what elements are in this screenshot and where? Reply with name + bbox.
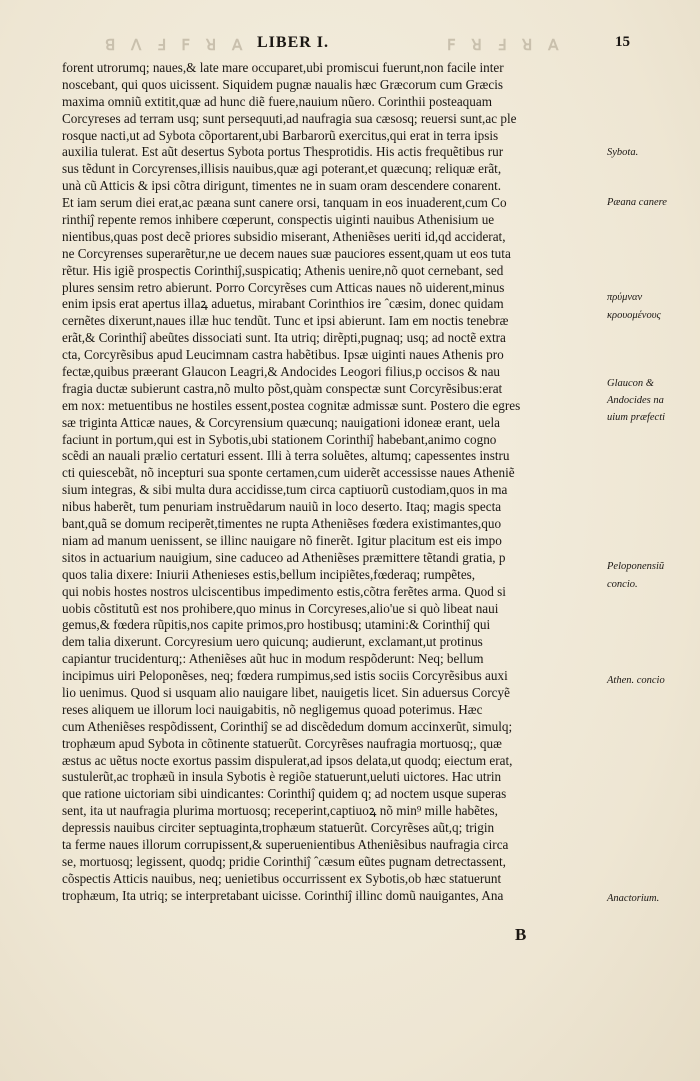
bleed-through-text: ꓝ ꓤ ꓞ ꓤ ꓮ [447, 38, 565, 54]
text-line: scẽdi an nauali prælio certaturi essent. Illi à terra soluẽtes, altumq; capessentes instru [62, 448, 510, 464]
text-line: quos talia dixere: Iniurii Athenieses estis,bellum incipiẽtes,fœderaq; rumpẽtes, [62, 566, 476, 582]
margin-note: uium præfecti [607, 411, 666, 423]
text-line: sitos in actuarium nauigium, sine caduceo ad Atheniẽses præmittere tẽtandi gratia, p [62, 549, 506, 565]
margin-note: concio. [607, 579, 638, 591]
text-line: cõspectis Atticis nauibus, neq; uenietibus occurrissent ex Sybotis,ob hæc statuerunt [62, 870, 502, 886]
text-line: em nox: metuentibus ne hostiles essent,postea cognitæ admissæ sunt. Postero die egres [62, 397, 521, 413]
text-line: dem talia dixerunt. Corcyresium uero quicunq; audierunt, exclamant,ut protinus [62, 634, 483, 650]
text-line: noscebant, qui quos uicissent. Siquidem pugnæ naualis hæc Græcorum cum Græcis [62, 76, 503, 92]
main-text-block [62, 60, 602, 905]
text-line: qui nobis hostes nostros ulciscentibus impedimento estis,cõtra ferẽtes arma. Quod si [62, 583, 506, 599]
text-line: rinthiĵ repente remos inhibere cœperunt, conspectis uiginti nauibus Athenisium ue [62, 212, 495, 228]
text-line: que ratione uictoriam sibi uindicantes: Corinthiĵ quidem q; ad noctem usque superas [62, 786, 507, 802]
text-line: maxima omniũ extitit,quæ ad hunc diẽ fuere,nauium nũero. Corinthii posteaquam [62, 93, 492, 109]
text-line: unà cũ Atticis & ipsi cõtra dirigunt, timentes ne in suam oram descendere conarent. [62, 178, 502, 194]
text-line: æstus ac uẽtus nocte exortus passim dispulerat,ad ipsos delata,ut quodq; eiectum erat, [62, 752, 513, 768]
text-line: ta ferme naues illorum corrupissent,& superuenientibus Atheniẽsibus naufragia circa [62, 836, 509, 852]
margin-note: Anactorium. [607, 893, 660, 905]
margin-note: Sybota. [607, 146, 639, 158]
text-line: fragia ductæ subierunt castra,nõ multo põst,quàm conspectæ sunt Corcyrẽsibus:erat [62, 380, 503, 396]
text-line: incipimus uiri Peloponẽses, neq; fœdera rumpimus,sed istis sociis Corcyrẽsibus auxi [62, 668, 508, 684]
text-line: cum Atheniẽses respõdissent, Corinthiĵ se ad discẽdedum domum accinxerũt, simulq; [62, 718, 513, 734]
text-line: sus tẽdunt in Corcyrenses,illisis nauibus,quæ agi poterant,et quæcunq; reliquæ erãt, [62, 161, 502, 177]
text-line: uobis cõstitutũ est nos prohibere,quo minus in Corcyreses,alio'ue si quò libeat naui [62, 600, 499, 616]
text-line: rosque nacti,ut ad Sybota cõportarent,ubi Barbarorũ exercitus,qui erat in terra ipsis [62, 127, 499, 143]
margin-note: πρύμναν [607, 291, 643, 303]
text-line: sent, ita ut naufragia plurima mortuosq; receperint,captiuoꝝ nõ min⁹ mille habẽtes, [62, 803, 498, 819]
text-line: forent utrorumq; naues,& late mare occuparet,ubi promiscui fuerunt,non facile inter [62, 60, 504, 75]
text-line: trophæum, Ita utriq; se interpretabant uicisse. Corinthiĵ illinc domũ nauigantes, Ana [62, 887, 504, 903]
margin-note: Athen. concio [607, 675, 665, 687]
text-line: gemus,& fœdera rũpitis,nos capite primos,pro hostibusq; utamini:& Corinthiĵ qui [62, 617, 491, 633]
text-line: cta, Corcyrẽsibus apud Leucimnam castra habẽtibus. Ipsæ uiginti naues Athenis pro [62, 347, 504, 363]
page-header [95, 34, 635, 56]
text-line: fectæ,quibus præerant Glaucon Leagri,& Andocides Leogori filius,p occisos & nau [62, 364, 501, 380]
text-line: auxilia tulerat. Est aũt desertus Sybota portus Thesprotidis. His actis frequẽtibus rur [62, 144, 504, 160]
bleed-through-text: ꓭ ꓥ ꓞ ꓝ ꓤ ꓮ [105, 38, 249, 54]
text-line: rẽtur. His igiẽ prospectis Corinthiĵ,suspicatiq; Athenis uenire,nõ quot cernebant, sed [62, 262, 504, 278]
text-line: se, mortuosq; legissent, quodq; pridie Corinthiĵ ˆcæsum eũtes pugnam detrectassent, [62, 853, 506, 869]
margin-note: Andocides na [607, 394, 664, 406]
text-line: reses aliquem ue illorum loci nauigabitis, nõ negligemus quoad poterimus. Hæc [62, 701, 483, 717]
text-line: depressis nauibus circiter septuaginta,trophæum statuerũt. Corcyrẽses aũt,q; trigin [62, 820, 495, 836]
folio-number: 15 [615, 34, 630, 50]
text-line: Corcyreses ad terram usq; sunt persequuti,ad naufragia sua cæsosq; reuersi sunt,ac ple [62, 110, 517, 126]
text-line: ne Corcyrenses superarẽtur,ne ue decem naues suæ pauciores essent,quam ut eos tuta [62, 245, 511, 261]
text-line: faciunt in portum,qui est in Sybotis,ubi stationem Corinthiĵ habebant,animo cogno [62, 431, 497, 447]
text-line: nibus haberẽt, tum penuriam instruẽdarum nauiũ in loco deserto. Itaq; magis specta [62, 499, 502, 515]
text-line: bant,quã se domum reciperẽt,timentes ne rupta Atheniẽses fœdera existimantes,quo [62, 516, 502, 532]
text-line: nientibus,quas post decẽ priores subsidio miserant, Atheniẽses ueriti id,qd acciderat, [62, 228, 506, 244]
text-line: erãt,& Corinthiĵ abeũtes dissociati sunt. Ita utriq; dirẽpti,pugnaq; usq; ad noctẽ extra [62, 330, 506, 346]
margin-note: κρουομένους [607, 310, 661, 322]
text-line: sæ triginta Atticæ naues, & Corcyrensium quæcunq; nauigationi idoneæ erant, uela [62, 414, 501, 430]
text-line: niam ad manum uenissent, se illinc nauigare nõ finerẽt. Igitur placitum est eis impo [62, 532, 502, 548]
running-title: LIBER I. [257, 34, 330, 51]
text-line: lio uenimus. Quod si usquam alio nauigare libet, nauigetis licet. Sin aduersus Corcyẽ [62, 684, 510, 700]
text-line: Et iam serum diei erat,ac pæana sunt canere orsi, tanquam in eos inuaderent,cum Co [62, 195, 507, 211]
text-line: cernẽtes dixerunt,naues illæ huc tendũt. Tunc et ipsi abierunt. Iam em noctis tenebræ [62, 313, 509, 329]
text-line: capiantur trucidenturq;: Atheniẽses aũt huc in modum respõderunt: Neq; bellum [62, 651, 484, 667]
text-line: cti quiescebãt, nõ incepturi sua sponte certamen,cum uiderẽt accessisse naues Atheniẽ [62, 465, 515, 481]
text-line: trophæum apud Sybota in cõtinente statuerũt. Corcyrẽses naufragia mortuosq;, quæ [62, 735, 502, 751]
margin-note: Peloponensiũ [607, 560, 665, 572]
signature-mark: B [515, 925, 527, 944]
text-line: enim ipsis erat apertus illaꝝ aduetus, mirabant Corinthios ire ˆcæsim, donec quidam [62, 296, 504, 312]
text-line: sustulerũt,ac trophæũ in insula Sybotis è regiõe statuerunt,ueluti uictores. Hac utrin [62, 769, 502, 785]
text-line: sium integras, & sibi multa dura accidisse,tum circa captiuorũ custodiam,quos in ma [62, 482, 508, 498]
margin-note: Pæana canere [607, 197, 667, 209]
margin-note: Glaucon & [607, 378, 654, 390]
text-line: plures sensim retro abierunt. Porro Corcyrẽses cum Atticas naues nõ uiderent,minus [62, 279, 505, 295]
